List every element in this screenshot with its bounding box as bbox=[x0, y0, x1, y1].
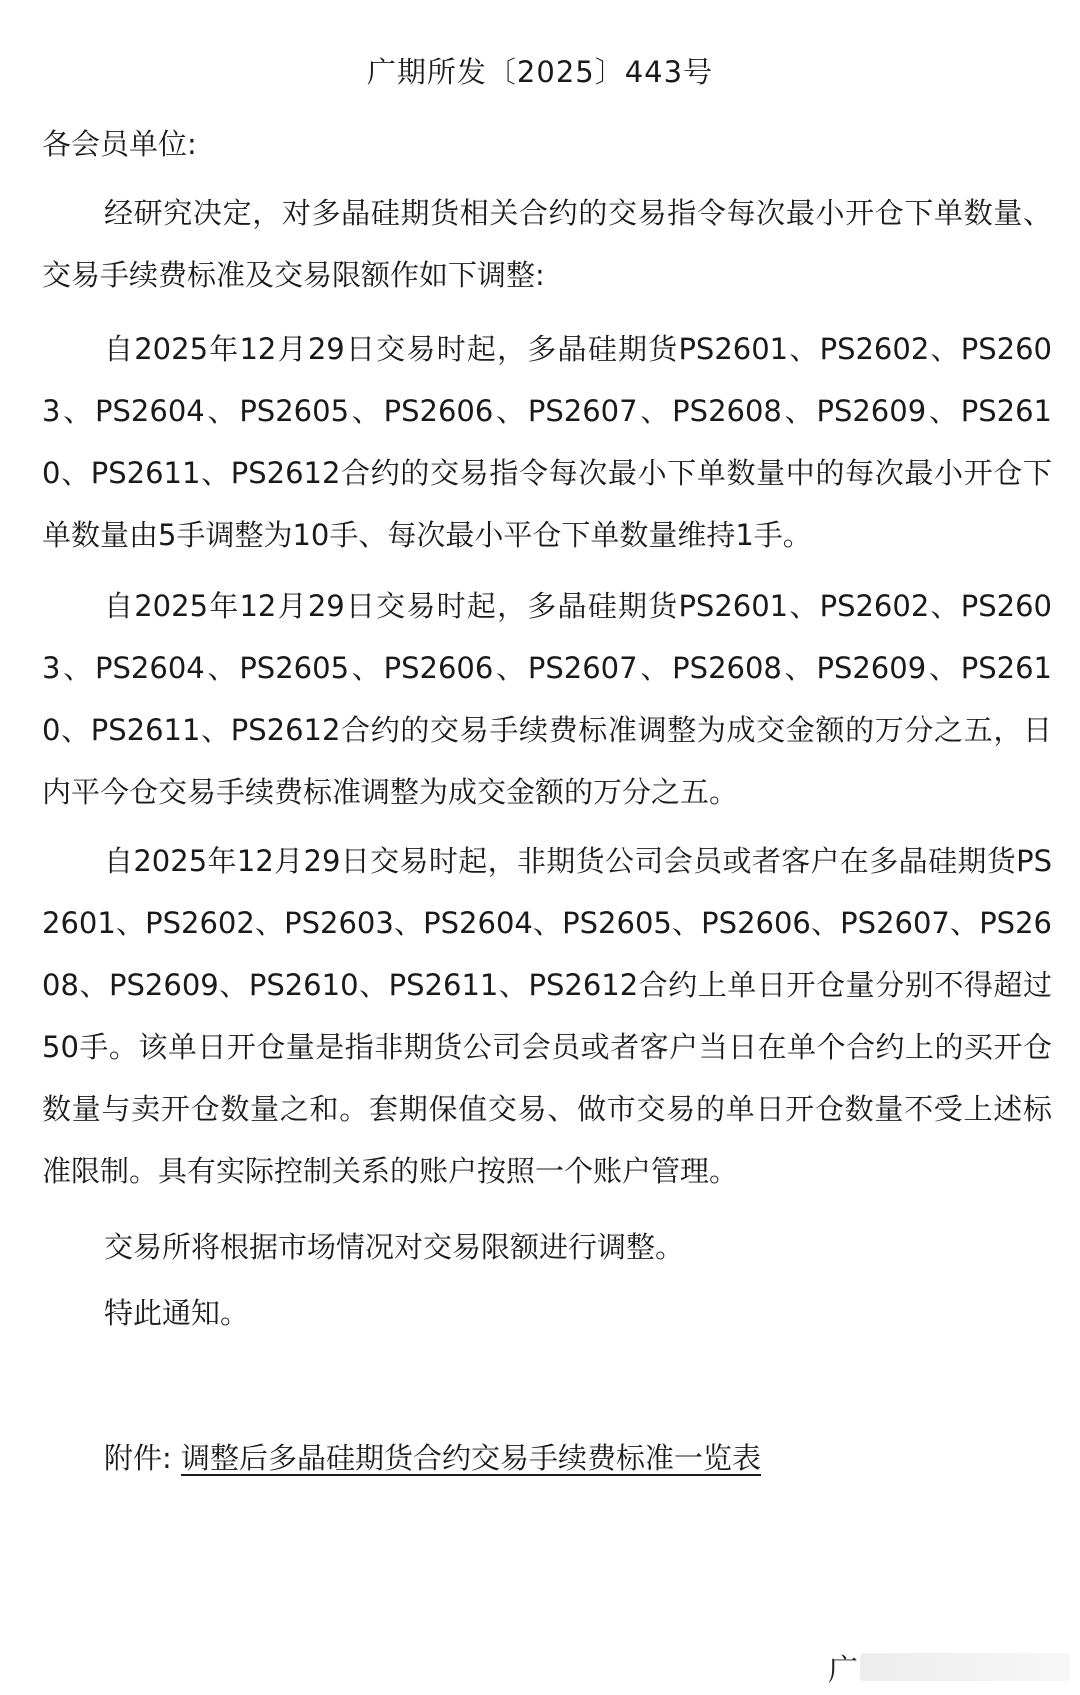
document-number: 广期所发〔2025〕443号 bbox=[366, 55, 714, 89]
paragraph-intro: 经研究决定，对多晶硅期货相关合约的交易指令每次最小开仓下单数量、交易手续费标准及交易限额作如下调整: bbox=[42, 196, 1052, 292]
paragraph-fee-standard: 自2025年12月29日交易时起，多晶硅期货PS2601、PS2602、PS2603、PS2604、PS2605、PS2606、PS2607、PS2608、PS2609、PS2610、PS2611、PS2612合约的交易手续费标准调整为成交金额的万分之五，日内平今仓交易手续费标准调整为成交金额的万分之五。 bbox=[42, 589, 1052, 809]
footer-char: 广 bbox=[828, 1653, 858, 1688]
attachment-link[interactable]: 调整后多晶硅期货合约交易手续费标准一览表 bbox=[181, 1441, 762, 1475]
attachment bbox=[104, 1436, 761, 1477]
paragraph-adjustment-note: 交易所将根据市场情况对交易限额进行调整。 bbox=[104, 1230, 685, 1264]
paragraph-closing: 特此通知。 bbox=[104, 1296, 250, 1330]
watermark-overlay bbox=[860, 1653, 1070, 1681]
paragraph-trading-limit: 自2025年12月29日交易时起，非期货公司会员或者客户在多晶硅期货PS2601、PS2602、PS2603、PS2604、PS2605、PS2606、PS2607、PS2608、PS2609、PS2610、PS2611、PS2612合约上单日开仓量分别不得超过50手。该单日开仓量是指非期货公司会员或者客户当日在单个合约上的买开仓数量与卖开仓数量之和。套期保值交易、做市交易的单日开仓数量不受上述标准限制。具有实际控制关系的账户按照一个账户管理。 bbox=[42, 844, 1052, 1188]
paragraph-order-quantity: 自2025年12月29日交易时起，多晶硅期货PS2601、PS2602、PS2603、PS2604、PS2605、PS2606、PS2607、PS2608、PS2609、PS2610、PS2611、PS2612合约的交易指令每次最小下单数量中的每次最小开仓下单数量由5手调整为10手、每次最小平仓下单数量维持1手。 bbox=[42, 332, 1052, 552]
salutation: 各会员单位: bbox=[42, 127, 197, 161]
attachment-label: 附件: bbox=[104, 1441, 172, 1475]
footer-partial-text bbox=[828, 1645, 1070, 1689]
